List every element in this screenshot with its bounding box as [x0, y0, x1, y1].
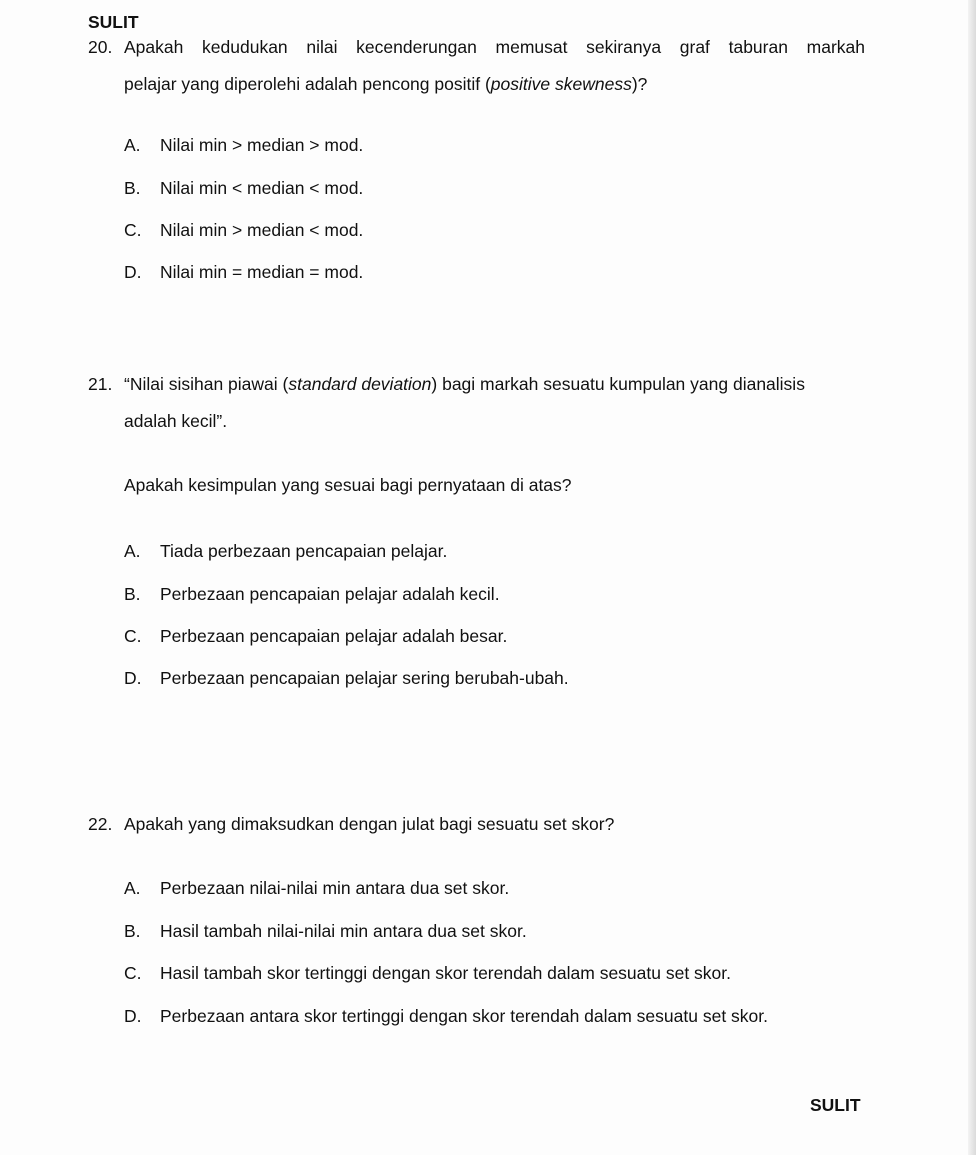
- question-number: 20.: [88, 37, 113, 57]
- option-letter: A.: [124, 135, 141, 155]
- option-text: Perbezaan pencapaian pelajar adalah kecil.: [160, 584, 500, 604]
- question-text-prefix: pelajar yang diperolehi adalah pencong positif (: [124, 74, 491, 94]
- option-text: Nilai min < median < mod.: [160, 178, 364, 198]
- page-edge-shadow: [968, 0, 976, 1155]
- option-text: Perbezaan pencapaian pelajar adalah besar.: [160, 626, 508, 646]
- option-text: Perbezaan pencapaian pelajar sering berubah-ubah.: [160, 668, 569, 688]
- question-text-italic: positive skewness: [490, 74, 632, 94]
- header-label: SULIT: [88, 12, 139, 32]
- option-letter: C.: [124, 626, 142, 646]
- question-prompt: Apakah kesimpulan yang sesuai bagi pernyataan di atas?: [124, 475, 572, 495]
- option-letter: B.: [124, 584, 141, 604]
- question-text-suffix: ) bagi markah sesuatu kumpulan yang dianalisis: [431, 374, 805, 394]
- option-text: Nilai min > median < mod.: [160, 220, 364, 240]
- option-letter: D.: [124, 262, 142, 282]
- question-text-line-1: [124, 374, 805, 395]
- option-text: Nilai min > median > mod.: [160, 135, 364, 155]
- option-text: Hasil tambah skor tertinggi dengan skor terendah dalam sesuatu set skor.: [160, 963, 732, 983]
- option-text: Perbezaan nilai-nilai min antara dua set skor.: [160, 878, 510, 898]
- question-text-line-1: Apakah yang dimaksudkan dengan julat bagi sesuatu set skor?: [124, 814, 615, 834]
- question-text-suffix: )?: [631, 74, 648, 94]
- option-letter: D.: [124, 1006, 142, 1026]
- option-text: Tiada perbezaan pencapaian pelajar.: [160, 541, 448, 561]
- option-letter: B.: [124, 921, 141, 941]
- option-text: Perbezaan antara skor tertinggi dengan skor terendah dalam sesuatu set skor.: [160, 1006, 769, 1026]
- footer-label: SULIT: [810, 1095, 861, 1115]
- option-letter: B.: [124, 178, 141, 198]
- option-letter: A.: [124, 878, 141, 898]
- question-number: 21.: [88, 374, 113, 394]
- question-number: 22.: [88, 814, 113, 834]
- option-letter: D.: [124, 668, 142, 688]
- option-letter: C.: [124, 963, 142, 983]
- question-text-prefix: “Nilai sisihan piawai (: [124, 374, 289, 394]
- option-text: Nilai min = median = mod.: [160, 262, 364, 282]
- question-text-line-2: [124, 74, 647, 95]
- question-text-italic: standard deviation: [288, 374, 432, 394]
- question-text-line-1: Apakah kedudukan nilai kecenderungan memusat sekiranya graf taburan markah: [124, 37, 865, 57]
- option-letter: A.: [124, 541, 141, 561]
- option-letter: C.: [124, 220, 142, 240]
- question-text-line-2: adalah kecil”.: [124, 411, 228, 431]
- option-text: Hasil tambah nilai-nilai min antara dua set skor.: [160, 921, 527, 941]
